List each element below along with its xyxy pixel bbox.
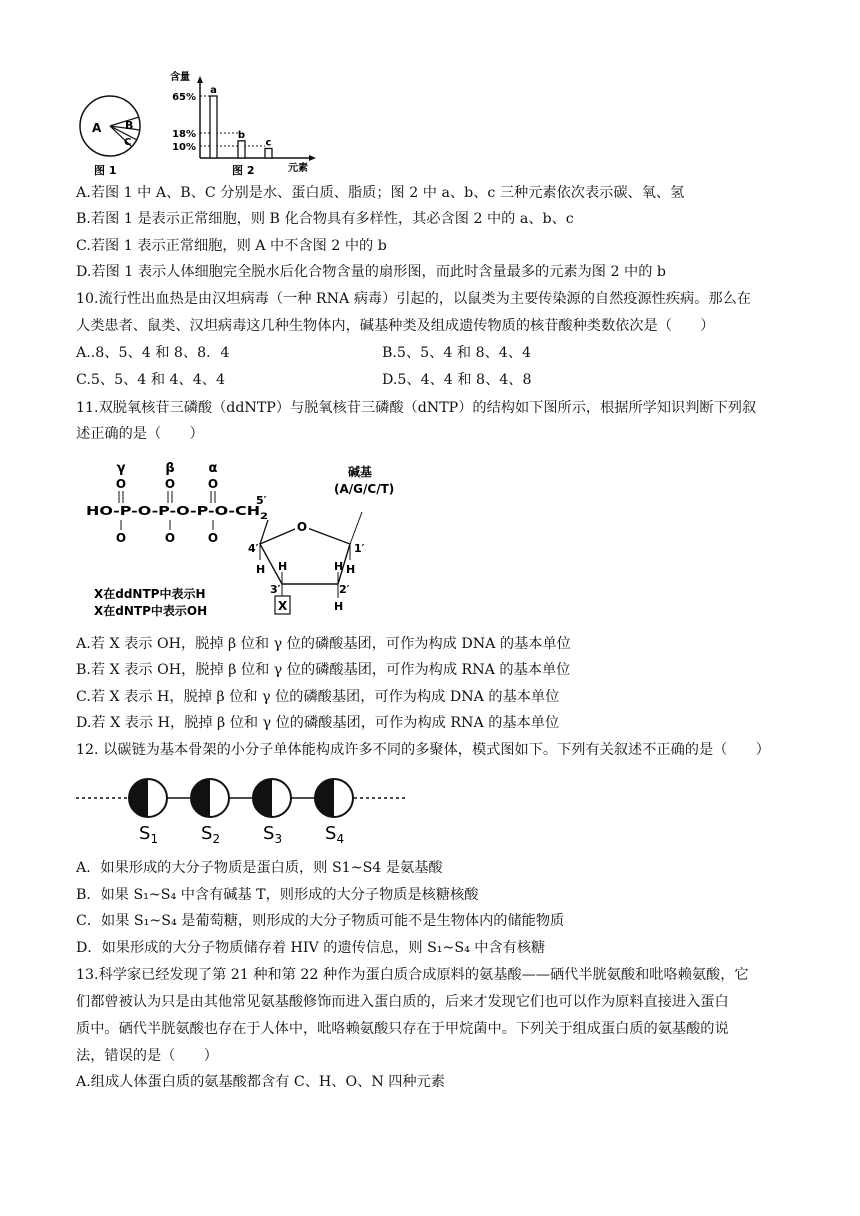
monomer-label-S3: $S_3$ (263, 823, 283, 846)
o-bottom-gamma: O (115, 531, 127, 545)
carbon-4-label: 4′ (248, 542, 259, 555)
monomer-label-S2: $S_2$ (201, 823, 221, 846)
q10-stem-2: 人类患者、鼠类、汉坦病毒这几种生物体内，碱基种类及组成遗传物质的核苷酸种类数依次是（ ） (76, 318, 715, 334)
monomer-chain-diagram (76, 772, 416, 852)
o-bottom-alpha: O (207, 531, 219, 545)
q9-option-c: C.若图 1 表示正常细胞，则 A 中不含图 2 中的 b (76, 238, 387, 254)
monomer-dark-half (315, 779, 334, 817)
y-tick-10: 10% (172, 142, 196, 153)
pie-label-b: B (125, 119, 134, 132)
y-tick-65: 65% (172, 92, 196, 103)
monomer-dark-half (129, 779, 148, 817)
q12-option-d: D．如果形成的大分子物质储存着 HIV 的遗传信息，则 S₁~S₄ 中含有核糖 (76, 940, 546, 956)
bar-label-b: b (237, 129, 246, 141)
o-bottom-beta: O (164, 531, 176, 545)
pie-label-c: C (124, 137, 132, 148)
bar-b (238, 141, 245, 158)
q12-option-b: B．如果 S₁~S₄ 中含有碱基 T，则形成的大分子物质是核糖核酸 (76, 887, 479, 903)
q11-option-d: D.若 X 表示 H，脱掉 β 位和 γ 位的磷酸基团，可作为构成 RNA 的基本单位 (76, 715, 560, 731)
q11-stem-2: 述正确的是（ ） (76, 426, 204, 442)
q10-option-a: A..8、5、4 和 8、8．4 (76, 345, 230, 361)
h-c4: H (256, 563, 266, 576)
q11-option-a: A.若 X 表示 OH，脱掉 β 位和 γ 位的磷酸基团，可作为构成 DNA 的基本单位 (76, 636, 571, 652)
q10-option-b: B.5、5、4 和 8、4、4 (382, 345, 532, 361)
x-substituent: X (278, 599, 288, 613)
q9-option-b: B.若图 1 是表示正常细胞，则 B 化合物具有多样性，其必含图 2 中的 a、b、c (76, 211, 574, 227)
ring-oxygen: O (296, 520, 308, 534)
alpha-label: α (208, 461, 218, 476)
base-types: (A/G/C/T) (334, 482, 395, 496)
o-top-beta: O (164, 477, 176, 491)
h-c2-up: H (334, 560, 344, 573)
h-c1: H (346, 563, 356, 576)
q12-option-a: A．如果形成的大分子物质是蛋白质，则 S1~S4 是氨基酸 (76, 860, 443, 876)
q11-stem-1: 11.双脱氧核苷三磷酸（ddNTP）与脱氧核苷三磷酸（dNTP）的结构如下图所示，根据所学知识判断下列叙 (76, 400, 757, 416)
q12-stem: 12. 以碳链为基本骨架的小分子单体能构成许多不同的多聚体，模式图如下。下列有关叙述不正确的是（ ） (76, 742, 770, 758)
o-top-alpha: O (207, 477, 219, 491)
h-c3: H (278, 560, 288, 573)
beta-label: β (165, 461, 175, 476)
note-ddntp: X在ddNTP中表示H (94, 587, 206, 601)
y-axis-label: 含量 (170, 72, 190, 83)
pie-label-a: A (92, 121, 102, 135)
q13-stem-3: 质中。硒代半胱氨酸也存在于人体中，吡咯赖氨酸只存在于甲烷菌中。下列关于组成蛋白质的氨基酸的说 (76, 1021, 729, 1037)
bar-a (210, 96, 217, 158)
q11-option-b: B.若 X 表示 OH，脱掉 β 位和 γ 位的磷酸基团，可作为构成 RNA 的基本单位 (76, 662, 571, 678)
bar-c (265, 148, 272, 158)
pie-caption: 图 1 (94, 164, 117, 177)
phosphate-chain: HO-P-O-P-O-P-O-CH $_2$ (86, 503, 267, 522)
x-axis-label: 元素 (288, 163, 308, 174)
figure-2-bar-chart (160, 68, 324, 180)
bar-label-c: c (265, 137, 272, 149)
carbon-3-label: 3′ (270, 583, 281, 596)
monomer-label-S4: $S_4$ (325, 823, 345, 846)
carbon-2-label: 2′ (339, 583, 350, 596)
q12-option-c: C．如果 S₁~S₄ 是葡萄糖，则形成的大分子物质可能不是生物体内的储能物质 (76, 913, 565, 929)
carbon-1-label: 1′ (354, 542, 365, 555)
y-tick-18: 18% (172, 129, 196, 140)
o-top-gamma: O (115, 477, 127, 491)
ddntp-structure-diagram (80, 460, 420, 626)
figure-1-pie (76, 92, 152, 180)
monomer-dark-half (253, 779, 272, 817)
q10-stem-1: 10.流行性出血热是由汉坦病毒（一种 RNA 病毒）引起的，以鼠类为主要传染源的自然疫源性疾病。那么在 (76, 291, 751, 307)
bar-label-a: a (210, 85, 217, 96)
note-dntp: X在dNTP中表示OH (94, 604, 208, 618)
q13-stem-4: 法，错误的是（ ） (76, 1048, 218, 1064)
q11-option-c: C.若 X 表示 H，脱掉 β 位和 γ 位的磷酸基团，可作为构成 DNA 的基本单位 (76, 689, 560, 705)
q13-option-a: A.组成人体蛋白质的氨基酸都含有 C、H、O、N 四种元素 (76, 1074, 445, 1090)
q9-option-d: D.若图 1 表示人体细胞完全脱水后化合物含量的扇形图，而此时含量最多的元素为图 2 中的 b (76, 264, 667, 280)
q13-stem-1: 13.科学家已经发现了第 21 种和第 22 种作为蛋白质合成原料的氨基酸——硒代半胱氨酸和吡咯赖氨酸，它 (76, 967, 749, 983)
q13-stem-2: 们都曾被认为只是由其他常见氨基酸修饰而进入蛋白质的，后来才发现它们也可以作为原料直接进入蛋白 (76, 994, 729, 1010)
monomer-dark-half (191, 779, 210, 817)
q10-option-c: C.5、5、4 和 4、4、4 (76, 372, 225, 388)
bar-caption: 图 2 (232, 164, 255, 177)
base-label: 碱基 (348, 465, 373, 479)
q9-option-a: A.若图 1 中 A、B、C 分别是水、蛋白质、脂质；图 2 中 a、b、c 三种元素依次表示碳、氧、氢 (76, 185, 685, 201)
gamma-label: γ (116, 461, 126, 476)
carbon-5-label: 5′ (256, 494, 267, 507)
q10-option-d: D.5、4、4 和 8、4、8 (382, 372, 532, 388)
h-c2-down: H (334, 600, 344, 613)
monomer-label-S1: $S_1$ (139, 823, 159, 846)
